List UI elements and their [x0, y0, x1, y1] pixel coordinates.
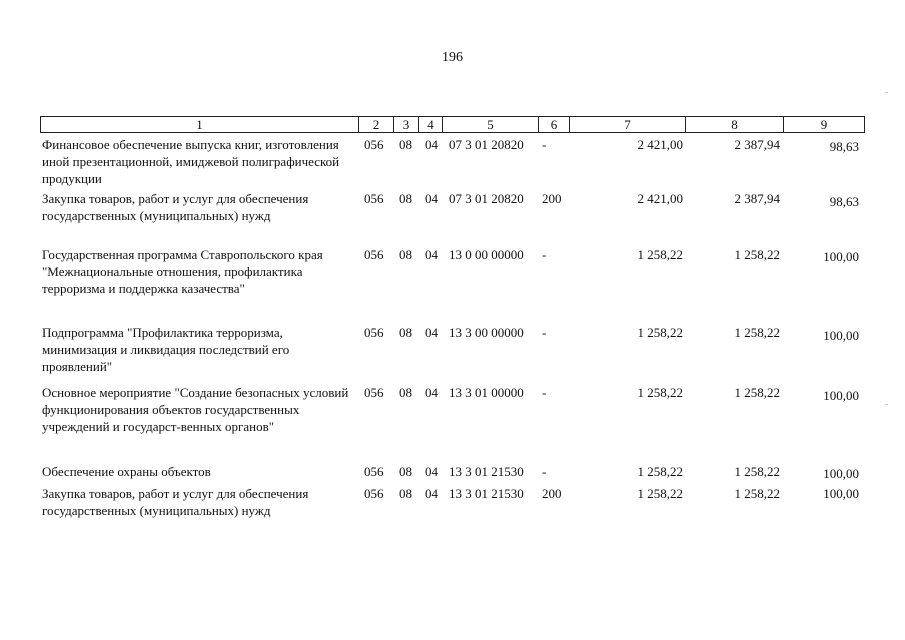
row-col-8: 2 387,94 [734, 137, 780, 152]
row-col-6: - [542, 464, 547, 479]
page-number: 196 [442, 50, 463, 65]
header-col-3: 3 [393, 116, 418, 133]
row-col-7: 1 258,22 [637, 486, 683, 501]
row-col-8: 1 258,22 [734, 486, 780, 501]
row-col-7: 2 421,00 [637, 137, 683, 152]
row-col-9: 100,00 [823, 466, 859, 481]
row-col-3: 08 [399, 464, 412, 479]
row-col-7: 1 258,22 [637, 464, 683, 479]
header-col-5: 5 [442, 116, 538, 133]
row-col-6: 200 [542, 191, 562, 206]
row-col-3: 08 [399, 191, 412, 206]
row-col-6: - [542, 385, 547, 400]
header-col-7: 7 [569, 116, 685, 133]
row-col-3: 08 [399, 325, 412, 340]
row-col-4: 04 [425, 191, 438, 206]
row-col-7: 1 258,22 [637, 247, 683, 262]
header-col-4: 4 [418, 116, 442, 133]
row-col-2: 056 [364, 247, 384, 262]
row-col-2: 056 [364, 486, 384, 501]
row-col-3: 08 [399, 486, 412, 501]
row-col-9: 100,00 [823, 328, 859, 343]
header-col-9: 9 [783, 116, 865, 133]
row-col-9: 98,63 [829, 139, 859, 154]
row-name: Закупка товаров, работ и услуг для обеспечения государственных (муниципальных) нужд [42, 191, 309, 223]
row-col-7: 1 258,22 [637, 325, 683, 340]
row-col-6: - [542, 137, 547, 152]
row-col-8: 2 387,94 [734, 191, 780, 206]
row-col-9: 100,00 [823, 388, 859, 403]
row-col-7: 2 421,00 [637, 191, 683, 206]
row-col-4: 04 [425, 325, 438, 340]
row-name: Финансовое обеспечение выпуска книг, изготовления иной презентационной, имиджевой полиграфической продукции [42, 137, 340, 186]
row-col-5: 13 0 00 00000 [449, 247, 524, 262]
row-col-6: - [542, 247, 547, 262]
row-name: Основное мероприятие "Создание безопасных условий функционирования объектов государственных учреждений и государст-венных органов" [42, 385, 349, 434]
row-col-3: 08 [399, 137, 412, 152]
header-col-6: 6 [538, 116, 569, 133]
header-col-1: 1 [40, 116, 358, 133]
row-name: Государственная программа Ставропольского края "Межнациональные отношения, профилактика терроризма и поддержка казачества" [42, 247, 323, 296]
row-col-8: 1 258,22 [734, 247, 780, 262]
row-name: Обеспечение охраны объектов [42, 464, 211, 479]
row-col-5: 13 3 01 00000 [449, 385, 524, 400]
row-col-2: 056 [364, 464, 384, 479]
row-col-8: 1 258,22 [734, 385, 780, 400]
row-col-5: 13 3 01 21530 [449, 464, 524, 479]
row-col-7: 1 258,22 [637, 385, 683, 400]
header-col-8: 8 [685, 116, 783, 133]
row-col-5: 07 3 01 20820 [449, 191, 524, 206]
row-col-8: 1 258,22 [734, 464, 780, 479]
row-col-2: 056 [364, 385, 384, 400]
row-col-6: - [542, 325, 547, 340]
scan-mark [885, 92, 888, 93]
row-col-9: 100,00 [823, 486, 859, 501]
row-col-9: 100,00 [823, 249, 859, 264]
row-col-5: 07 3 01 20820 [449, 137, 524, 152]
row-col-2: 056 [364, 137, 384, 152]
row-col-5: 13 3 00 00000 [449, 325, 524, 340]
row-col-3: 08 [399, 385, 412, 400]
header-col-2: 2 [358, 116, 393, 133]
row-col-4: 04 [425, 247, 438, 262]
row-col-5: 13 3 01 21530 [449, 486, 524, 501]
scan-mark [885, 404, 888, 405]
row-col-4: 04 [425, 137, 438, 152]
row-col-2: 056 [364, 191, 384, 206]
row-col-8: 1 258,22 [734, 325, 780, 340]
table-header [40, 116, 865, 133]
row-col-2: 056 [364, 325, 384, 340]
row-col-4: 04 [425, 464, 438, 479]
row-col-4: 04 [425, 486, 438, 501]
row-name: Закупка товаров, работ и услуг для обеспечения государственных (муниципальных) нужд [42, 486, 309, 518]
row-col-4: 04 [425, 385, 438, 400]
row-col-3: 08 [399, 247, 412, 262]
row-col-9: 98,63 [829, 194, 859, 209]
row-col-6: 200 [542, 486, 562, 501]
row-name: Подпрограмма "Профилактика терроризма, минимизация и ликвидация последствий его проявлений" [42, 325, 290, 374]
